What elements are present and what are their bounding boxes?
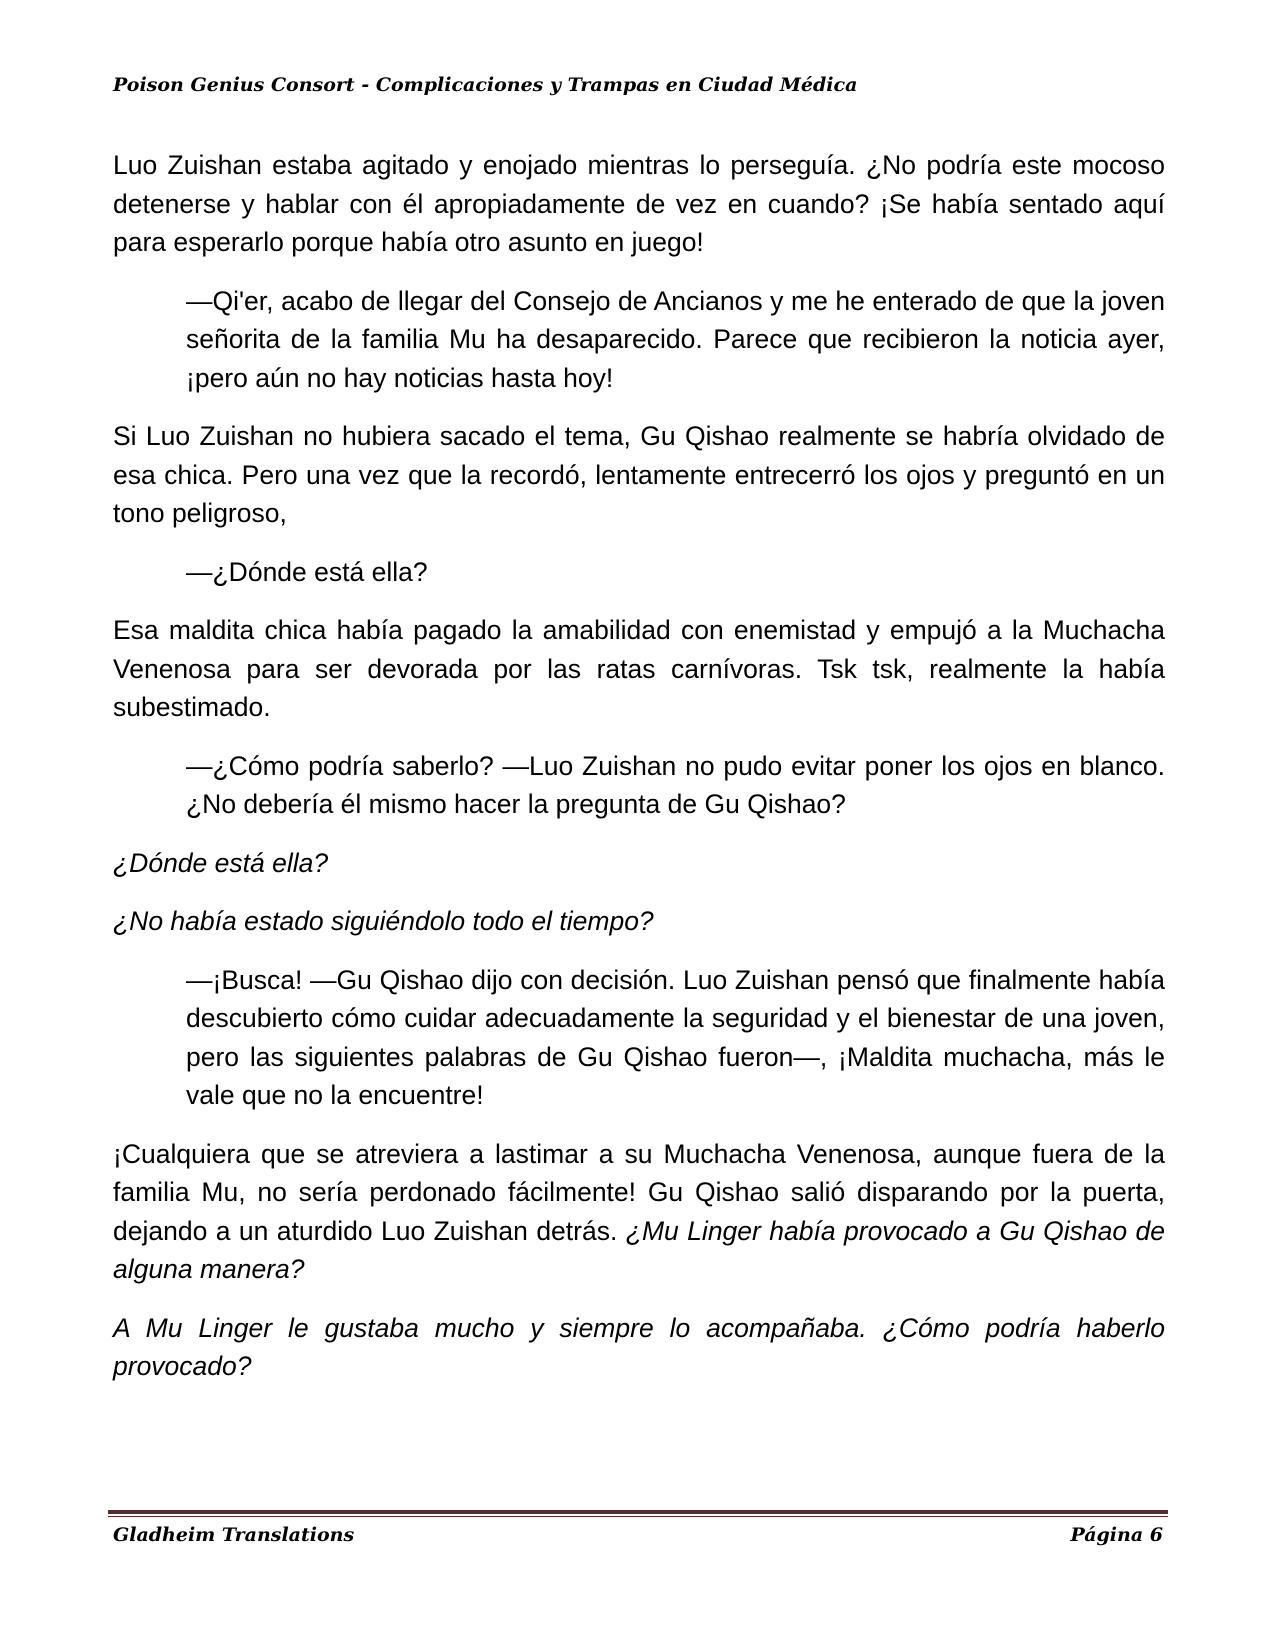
page-number: Página 6 xyxy=(1070,1524,1163,1546)
footer-rule xyxy=(108,1510,1168,1517)
dialogue-paragraph: —¿Dónde está ella? xyxy=(186,556,428,587)
paragraph: Luo Zuishan estaba agitado y enojado mientras lo perseguía. ¿No podría este mocoso detenerse y hablar con él apropiadamente de vez en cuando? ¡Se había sentado aquí para esperarlo porque había otro asunto en juego! xyxy=(113,150,1165,257)
italic-thought: A Mu Linger le gustaba mucho y siempre lo acompañaba. ¿Cómo podría haberlo provocado? xyxy=(113,1312,1165,1381)
dialogue-paragraph: —¿Cómo podría saberlo? —Luo Zuishan no pudo evitar poner los ojos en blanco. ¿No debería él mismo hacer la pregunta de Gu Qishao? xyxy=(186,750,1165,819)
paragraph: Esa maldita chica había pagado la amabilidad con enemistad y empujó a la Muchacha Venenosa para ser devorada por las ratas carnívoras. Tsk tsk, realmente la había subestimado. xyxy=(113,615,1165,722)
paragraph xyxy=(113,1135,1165,1289)
paragraph-text: ¡Cualquiera que se atreviera a lastimar a su Muchacha Venenosa, aunque fuera de la familia Mu, no sería perdonado fácilmente! Gu Qishao salió disparando por la puerta, dejando a un aturdido Luo Zuishan detrás. xyxy=(113,1138,1165,1246)
footer-publisher: Gladheim Translations xyxy=(113,1524,355,1546)
dialogue-paragraph: —Qi'er, acabo de llegar del Consejo de Ancianos y me he enterado de que la joven señorita de la familia Mu ha desaparecido. Parece que recibieron la noticia ayer, ¡pero aún no hay noticias hasta hoy! xyxy=(186,285,1165,393)
italic-thought-inline: ¿Mu Linger había provocado a Gu Qishao de alguna manera? xyxy=(113,1215,1165,1284)
paragraph: Si Luo Zuishan no hubiera sacado el tema, Gu Qishao realmente se habría olvidado de esa chica. Pero una vez que la recordó, lentamente entrecerró los ojos y preguntó en un tono peligroso, xyxy=(113,421,1165,528)
document-body xyxy=(113,146,1165,1406)
page-header-title: Poison Genius Consort - Complicaciones y Trampas en Ciudad Médica xyxy=(113,74,858,96)
italic-thought: ¿No había estado siguiéndolo todo el tiempo? xyxy=(113,906,654,936)
italic-thought: ¿Dónde está ella? xyxy=(113,847,329,878)
dialogue-paragraph: —¡Busca! —Gu Qishao dijo con decisión. Luo Zuishan pensó que finalmente había descubierto cómo cuidar adecuadamente la seguridad y el bienestar de una joven, pero las siguientes palabras de Gu Qishao fueron—, ¡Maldita muchacha, más le vale que no la encuentre! xyxy=(186,964,1165,1110)
